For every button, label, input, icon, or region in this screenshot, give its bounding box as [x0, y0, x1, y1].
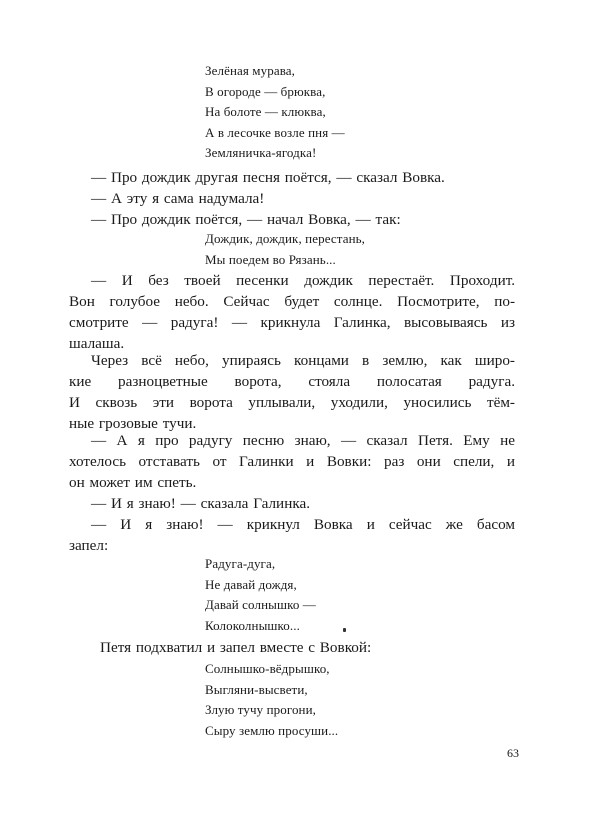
page-number: 63 [507, 746, 519, 760]
text-line: хотелось отставать от Галинки и Вовки: раз они спели, и [69, 453, 515, 470]
text-line: Петя подхватил и запел вместе с Вовкой: [100, 639, 372, 656]
verse-block-2 [205, 229, 365, 270]
paragraph-8 [69, 514, 515, 556]
paragraph-4 [69, 270, 515, 354]
verse-block-4 [205, 659, 338, 741]
text-line: ные грозовые тучи. [69, 415, 197, 432]
text-line: запел: [69, 537, 109, 554]
paragraph-9 [69, 637, 515, 658]
verse-line: Давай солнышко — [205, 597, 316, 612]
text-line: — Про дождик другая песня поётся, — сказал Вовка. [91, 169, 445, 186]
verse-line: Не давай дождя, [205, 576, 297, 592]
verse-line: Радуга-дуга, [205, 556, 276, 571]
paragraph-2 [69, 188, 515, 209]
text-line: смотрите — радуга! — крикнула Галинка, высовываясь из [69, 314, 515, 331]
verse-line: Земляничка-ягодка! [205, 145, 317, 160]
verse-line: А в лесочке возле пня — [205, 124, 345, 140]
text-line: — И я знаю! — крикнул Вовка и сейчас же басом [91, 516, 515, 533]
paragraph-7 [69, 493, 515, 514]
text-line: — И без твоей песенки дождик перестаёт. Проходит. [91, 272, 515, 289]
verse-block-1 [205, 61, 345, 164]
text-line: — Про дождик поётся, — начал Вовка, — так: [91, 211, 401, 228]
paragraph-5 [69, 350, 515, 434]
text-line: — А эту я сама надумала! [91, 190, 265, 207]
verse-line: На болоте — клюква, [205, 104, 326, 119]
verse-line: Дождик, дождик, перестань, [205, 231, 366, 246]
verse-line: Сыру землю просуши... [205, 722, 339, 738]
verse-line: Солнышко-вёдрышко, [205, 661, 330, 676]
text-line: — И я знаю! — сказала Галинка. [91, 495, 311, 512]
paragraph-3 [69, 209, 515, 230]
verse-line: В огороде — брюква, [205, 83, 326, 99]
verse-line: Зелёная мурава, [205, 63, 295, 78]
text-line: он может им спеть. [69, 474, 197, 491]
text-line: И сквозь эти ворота уплывали, уходили, уносились тём- [69, 394, 515, 411]
verse-line: Мы поедем во Рязань... [205, 251, 336, 267]
verse-line: Колоколнышко... [205, 617, 300, 633]
text-line: Через всё небо, упираясь концами в землю, как широ- [91, 352, 515, 369]
text-line: кие разноцветные ворота, стояла полосатая радуга. [69, 373, 515, 390]
text-line: Вон голубое небо. Сейчас будет солнце. Посмотрите, по- [69, 293, 515, 310]
text-line: шалаша. [69, 335, 125, 352]
verse-line: Выгляни-высвети, [205, 681, 308, 697]
verse-block-3 [205, 554, 316, 636]
paragraph-6 [69, 430, 515, 493]
print-speck [343, 628, 346, 632]
paragraph-1 [69, 167, 515, 188]
text-line: — А я про радугу песню знаю, — сказал Петя. Ему не [91, 432, 515, 449]
verse-line: Злую тучу прогони, [205, 702, 317, 717]
